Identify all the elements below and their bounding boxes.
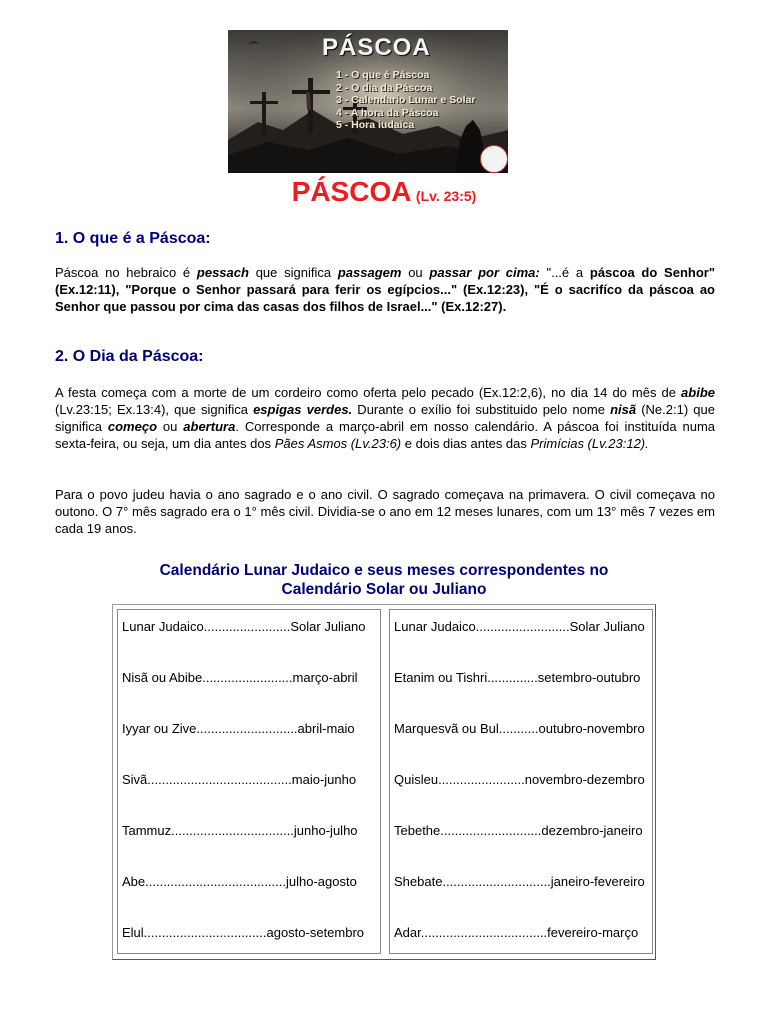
month-entry: Lunar Judaico........................Solar Juliano xyxy=(122,619,366,634)
text-run: A festa começa com a morte de um cordeiro como oferta pelo pecado (Ex.12:2,6), no dia 14 do mês de xyxy=(55,385,682,400)
month-entry: Sivã........................................maio-junho xyxy=(122,772,357,787)
text-run: Páscoa no hebraico é xyxy=(55,265,197,280)
text-run: começo xyxy=(107,419,158,434)
calendar-caption xyxy=(0,561,768,599)
page-title-reference: (Lv. 23:5) xyxy=(415,188,477,204)
section-2-paragraph-2: Para o povo judeu havia o ano sagrado e o ano civil. O sagrado começava na primavera. O civil começava no outono. O 7° mês sagrado era o 1° mês civil. Dividia-se o ano em 12 meses lunares, com um 13° mês 7 vezes em cada 19 anos. xyxy=(55,487,715,536)
section-2-paragraph-1 xyxy=(55,384,715,452)
banner-topic: 2 - O dia da Páscoa xyxy=(336,81,433,94)
month-entry: Marquesvã ou Bul...........outubro-novembro xyxy=(394,721,645,736)
month-entry: Elul..................................agosto-setembro xyxy=(122,925,365,940)
text-run: passagem xyxy=(337,265,402,280)
calendar-caption-line: Calendário Lunar Judaico e seus meses correspondentes no xyxy=(159,562,609,579)
month-entry: Iyyar ou Zive............................abril-maio xyxy=(122,721,355,736)
banner-title: PÁSCOA xyxy=(322,34,431,61)
text-run: ou xyxy=(401,265,430,280)
calendar-table xyxy=(112,604,656,960)
banner-topic: 4 - A hora da Páscoa xyxy=(336,106,439,119)
month-entry: Nisã ou Abibe.........................março-abril xyxy=(122,670,358,685)
calendar-column-right xyxy=(389,609,653,954)
text-run: abertura xyxy=(183,419,236,434)
calendar-column-left xyxy=(117,609,381,954)
text-run: abibe xyxy=(681,385,715,400)
text-run: e dois dias antes das xyxy=(401,436,531,451)
text-run: espigas verdes. xyxy=(253,402,353,417)
month-entry: Tammuz..................................junho-julho xyxy=(122,823,358,838)
text-run: passar por cima: xyxy=(429,265,540,280)
text-run: "...é a xyxy=(539,265,590,280)
banner-topic: 1 - O que é Páscoa xyxy=(336,69,430,81)
section-1-paragraph xyxy=(55,264,715,315)
text-run: ou xyxy=(157,419,184,434)
banner-topic-list xyxy=(336,69,475,132)
banner-topic: 3 - Calendario Lunar e Solar xyxy=(336,94,476,106)
banner-logo xyxy=(480,145,508,173)
text-run: que significa xyxy=(248,265,338,280)
page-title-text: PÁSCOA xyxy=(291,176,412,207)
text-run: Primícias (Lv.23:12). xyxy=(530,436,649,451)
month-entry: Quisleu........................novembro-dezembro xyxy=(394,772,645,787)
calendar-caption-line: Calendário Solar ou Juliano xyxy=(281,581,487,598)
text-run: páscoa do Senhor" (Ex.12:11), "Porque o Senhor passará para ferir os egípcios..." (Ex.12:23), "É o sacrifíco da páscoa ao Senhor que passou por cima das casas dos filhos de Israel..." (Ex.12:27). xyxy=(55,265,715,314)
month-entry: Abe.......................................julho-agosto xyxy=(122,874,357,889)
section-2-heading: 2. O Dia da Páscoa: xyxy=(55,348,204,365)
text-run: (Lv.23:15; Ex.13:4), que significa xyxy=(55,402,254,417)
banner-topic: 5 - Hora iudaica xyxy=(336,119,415,131)
banner-image xyxy=(228,30,508,173)
month-entry: Etanim ou Tishri..............setembro-outubro xyxy=(394,670,641,685)
text-run: pessach xyxy=(196,265,249,280)
text-run: . Corresponde a março-abril em nosso calendário. A páscoa foi instituída numa sexta-feira, ou seja, um dia antes dos xyxy=(55,419,716,451)
month-entry: Adar...................................fevereiro-março xyxy=(394,925,639,940)
month-entry: Shebate..............................janeiro-fevereiro xyxy=(394,874,645,889)
month-entry: Tebethe............................dezembro-janeiro xyxy=(394,823,643,838)
text-run: Durante o exílio foi substituido pelo nome xyxy=(352,402,611,417)
section-1-heading: 1. O que é a Páscoa: xyxy=(55,230,211,247)
month-entry: Lunar Judaico..........................Solar Juliano xyxy=(394,619,645,634)
text-run: (Ne.2:1) que significa xyxy=(55,402,715,434)
page-title xyxy=(0,176,768,208)
text-run: nisã xyxy=(610,402,637,417)
text-run: Pães Asmos (Lv.23:6) xyxy=(274,436,402,451)
